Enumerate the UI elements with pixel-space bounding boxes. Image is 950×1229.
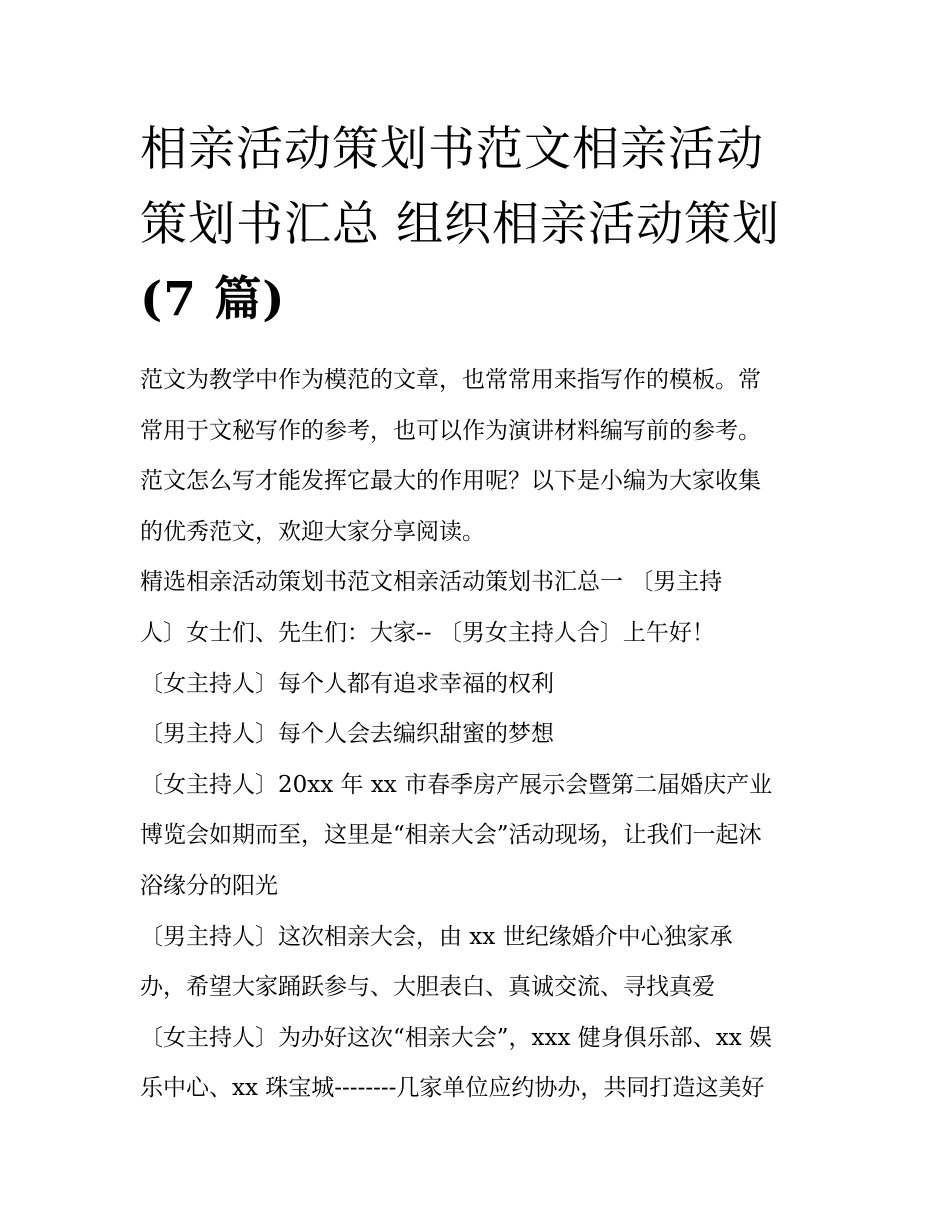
body-line: 的优秀范文，欢迎大家分享阅读。 <box>140 518 485 545</box>
body-line: 范文怎么写才能发挥它最大的作用呢？以下是小编为大家收集 <box>140 468 761 495</box>
title-line: 相亲活动策划书范文相亲活动 <box>140 122 764 177</box>
body-line: 〔女主持人〕每个人都有追求幸福的权利 <box>140 670 554 697</box>
body-line: 〔女主持人〕20xx 年 xx 市春季房产展示会暨第二届婚庆产业 <box>140 771 773 798</box>
body-line: 博览会如期而至，这里是“相亲大会”活动现场，让我们一起沐 <box>140 822 762 849</box>
body-line: 常用于文秘写作的参考，也可以作为演讲材料编写前的参考。 <box>140 417 761 444</box>
body-line: 范文为教学中作为模范的文章，也常常用来指写作的模板。常 <box>140 367 761 393</box>
body-line: 〔女主持人〕为办好这次“相亲大会”，xxx 健身俱乐部、xx 娱 <box>140 1024 772 1051</box>
body-line: 〔男主持人〕每个人会去编织甜蜜的梦想 <box>140 721 554 748</box>
title-line: 策划书汇总 组织相亲活动策划 <box>140 197 780 252</box>
title-line: (7 篇) <box>140 272 286 327</box>
body-line: 人〕女士们、先生们：大家-- 〔男女主持人合〕上午好！ <box>140 619 715 646</box>
document-body <box>140 355 820 1114</box>
body-line: 精选相亲活动策划书范文相亲活动策划书汇总一 〔男主持 <box>140 569 723 596</box>
body-line: 办，希望大家踊跃参与、大胆表白、真诚交流、寻找真爱 <box>140 974 715 1001</box>
body-line: 乐中心、xx 珠宝城--------几家单位应约协办，共同打造这美好 <box>140 1075 765 1102</box>
document-title <box>140 112 820 337</box>
body-line: 浴缘分的阳光 <box>140 872 278 899</box>
body-line: 〔男主持人〕这次相亲大会，由 xx 世纪缘婚介中心独家承 <box>140 923 733 950</box>
